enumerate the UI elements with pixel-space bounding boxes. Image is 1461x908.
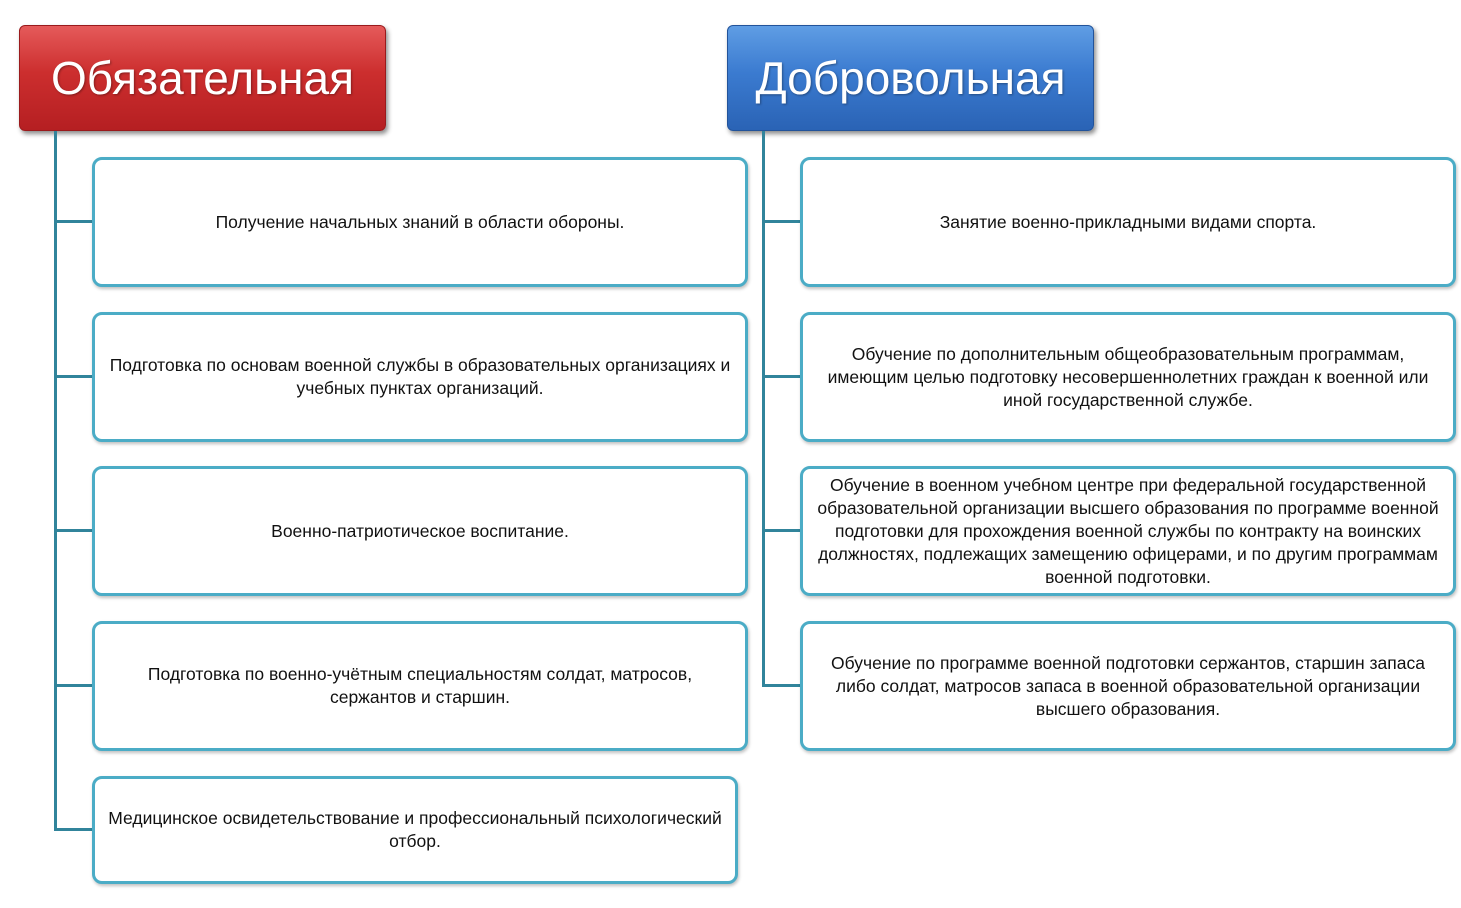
voluntary-branch-line xyxy=(762,220,801,223)
voluntary-branch-line xyxy=(762,375,801,378)
voluntary-header: Добровольная xyxy=(727,25,1094,131)
voluntary-trunk-line xyxy=(762,131,765,687)
voluntary-item-box: Обучение по дополнительным общеобразовательным программам, имеющим целью подготовку несовершеннолетних граждан к военной или иной государственной службе. xyxy=(800,312,1456,442)
mandatory-branch-line xyxy=(54,828,93,831)
mandatory-item-box: Военно-патриотическое воспитание. xyxy=(92,466,748,596)
mandatory-trunk-line xyxy=(54,131,57,831)
mandatory-item-box: Медицинское освидетельствование и профессиональный психологический отбор. xyxy=(92,776,738,884)
voluntary-branch-line xyxy=(762,529,801,532)
mandatory-item-box: Подготовка по военно-учётным специальностям солдат, матросов, сержантов и старшин. xyxy=(92,621,748,751)
voluntary-branch-line xyxy=(762,684,801,687)
voluntary-item-box: Обучение в военном учебном центре при федеральной государственной образовательной организации высшего образования по программе военной подготовки для прохождения военной службы по контракту на воинских должностях, подлежащих замещению офицерами, и по другим программам военной подготовки. xyxy=(800,466,1456,596)
mandatory-branch-line xyxy=(54,684,93,687)
mandatory-branch-line xyxy=(54,529,93,532)
voluntary-item-box: Обучение по программе военной подготовки сержантов, старшин запаса либо солдат, матросов запаса в военной образовательной организации высшего образования. xyxy=(800,621,1456,751)
mandatory-item-box: Получение начальных знаний в области обороны. xyxy=(92,157,748,287)
mandatory-branch-line xyxy=(54,375,93,378)
mandatory-header: Обязательная xyxy=(19,25,386,131)
mandatory-branch-line xyxy=(54,220,93,223)
mandatory-item-box: Подготовка по основам военной службы в образовательных организациях и учебных пунктах организаций. xyxy=(92,312,748,442)
voluntary-item-box: Занятие военно-прикладными видами спорта. xyxy=(800,157,1456,287)
